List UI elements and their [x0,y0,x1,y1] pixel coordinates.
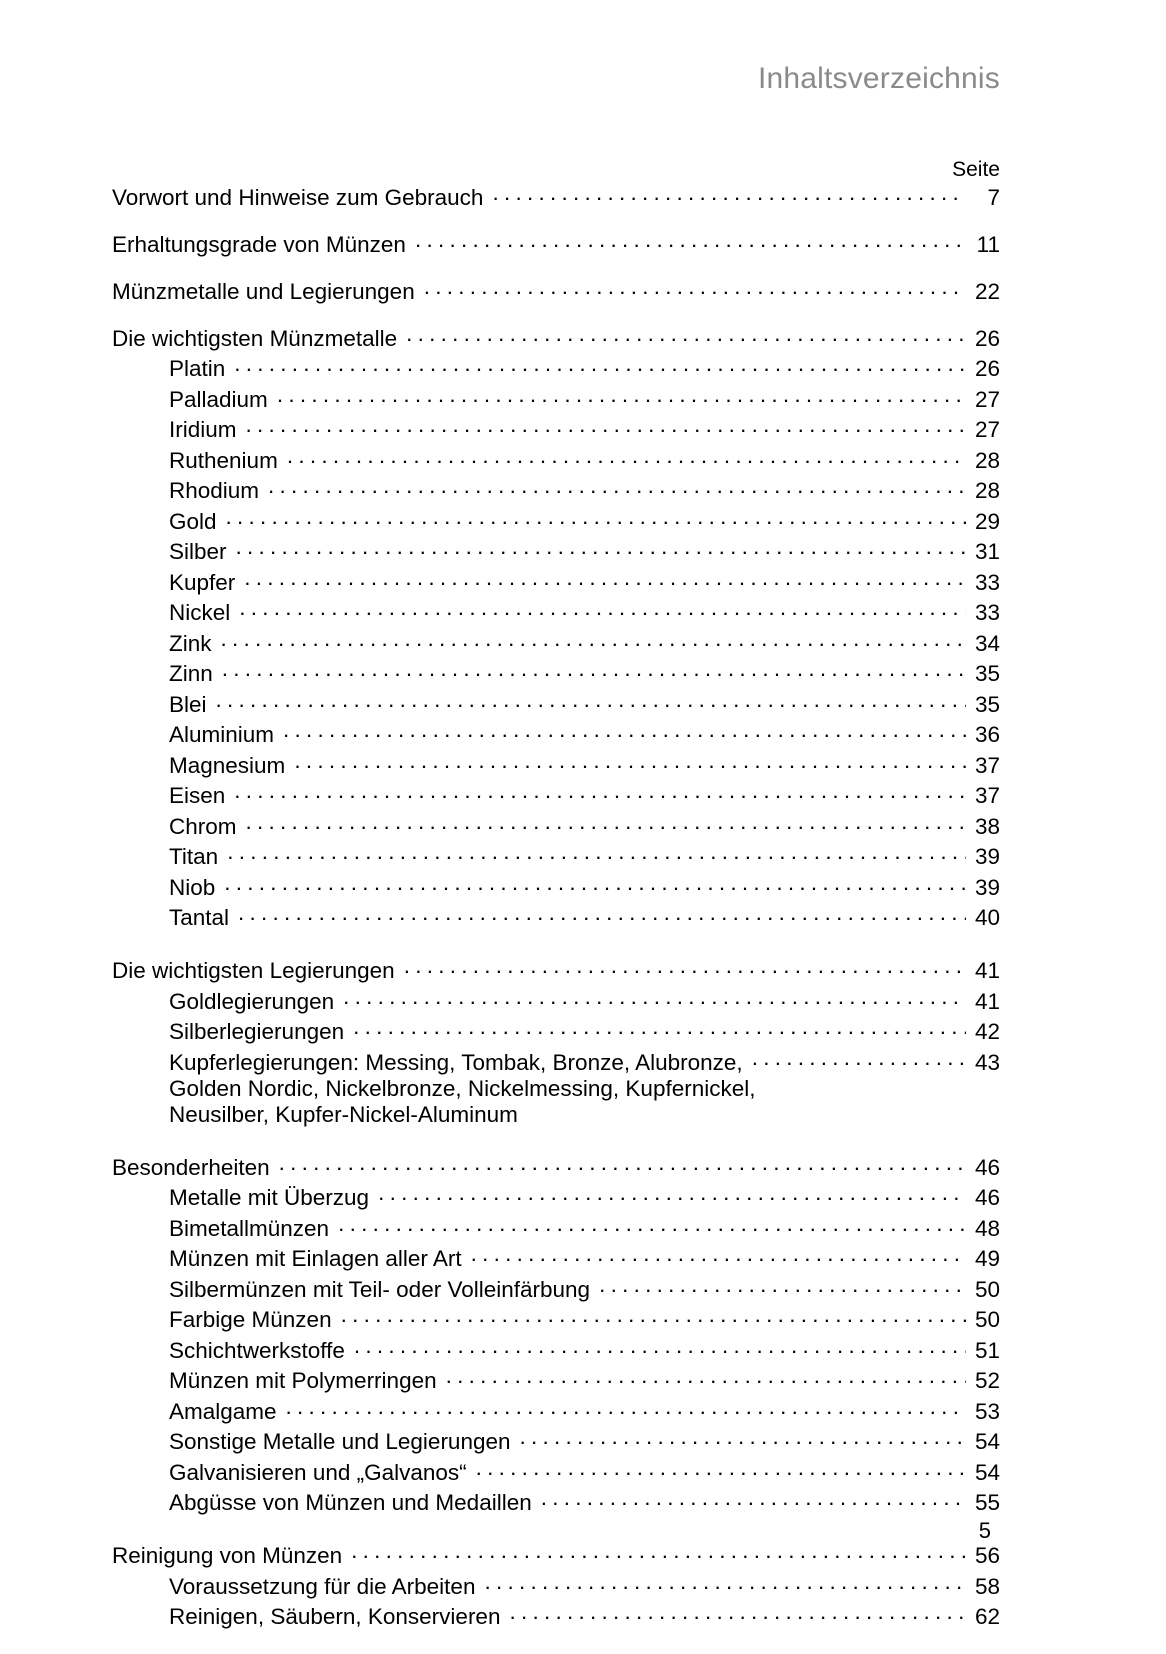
toc-entry-continuation: Golden Nordic, Nickelbronze, Nickelmessing, Kupfernickel, [169,1075,756,1101]
toc-entry-label: Galvanisieren und „Galvanos“ [169,1459,467,1485]
toc-entry-label: Magnesium [169,752,286,778]
dot-leader [446,1366,966,1389]
toc-page-number: 41 [974,958,1000,983]
toc-entry[interactable] [112,659,1000,686]
toc-entry[interactable] [112,1274,1000,1301]
toc-entry-label: Bimetallmünzen [169,1215,330,1241]
toc-entry[interactable] [112,1396,1000,1423]
toc-entry[interactable] [112,537,1000,564]
toc-page-number: 34 [974,630,1000,656]
toc-page-number: 40 [974,905,1000,930]
toc-entry-label: Die wichtigsten Legierungen [112,958,395,983]
toc-entry-label: Die wichtigsten Münzmetalle [112,325,398,351]
dot-leader [286,1396,966,1419]
toc-page-number: 11 [976,231,1000,257]
toc-entry[interactable] [112,628,1000,655]
toc-entry-label: Vorwort und Hinweise zum Gebrauch [112,184,484,210]
dot-leader [471,1244,966,1267]
dot-leader [246,415,966,438]
toc-page-number: 22 [974,278,1000,304]
toc-section-heading[interactable] [112,276,1000,303]
section-spacer [112,303,1000,323]
toc-entry[interactable] [112,986,1000,1013]
toc-entry[interactable] [112,445,1000,472]
section-spacer [112,1126,1000,1152]
toc-entry-label: Kupferlegierungen: Messing, Tombak, Bronze, Alubronze, [169,1049,743,1075]
toc-entry[interactable] [112,1457,1000,1484]
dot-leader [239,598,966,621]
toc-page-number: 49 [974,1246,1000,1271]
toc-page-number: 53 [974,1398,1000,1424]
dot-leader [236,537,966,560]
toc-entry-label: Nickel [169,600,231,625]
toc-page-number: 31 [974,539,1000,564]
dot-leader [378,1183,966,1206]
toc-entry-label: Münzen mit Polymerringen [169,1368,437,1393]
toc-entry-label: Besonderheiten [112,1154,270,1180]
toc-entry[interactable] [112,689,1000,716]
section-spacer [112,256,1000,276]
dot-leader [221,628,966,651]
toc-entry-label: Münzmetalle und Legierungen [112,278,415,304]
toc-entry[interactable] [112,1335,1000,1362]
toc-page-number: 27 [974,386,1000,412]
toc-entry[interactable] [112,1366,1000,1393]
toc-entry-label: Metalle mit Überzug [169,1185,370,1210]
toc-entry-continuation: Neusilber, Kupfer-Nickel-Aluminum [169,1101,518,1127]
dot-leader [599,1274,966,1297]
dot-leader [238,903,966,926]
dot-leader [424,276,966,299]
toc-entry-label: Aluminium [169,722,275,747]
toc-page-number: 37 [974,752,1000,778]
toc-entry-label: Sonstige Metalle und Legierungen [169,1429,511,1454]
dot-leader [415,229,966,252]
toc-page-number: 48 [974,1215,1000,1241]
dot-leader [354,1335,966,1358]
toc-entry-label: Zinn [169,661,213,686]
page-column-header: Seite [952,158,1000,181]
toc-entry-label: Münzen mit Einlagen aller Art [169,1246,462,1271]
dot-leader [227,842,966,865]
toc-entry[interactable] [112,1488,1000,1515]
toc-page-number: 28 [974,478,1000,503]
toc-page-number: 38 [974,813,1000,839]
toc-entry[interactable] [112,1017,1000,1044]
toc-entry-label: Zink [169,630,212,656]
toc-page-number: 56 [974,1543,1000,1568]
dot-leader [476,1457,966,1480]
toc-entry-label: Schichtwerkstoffe [169,1337,345,1363]
toc-page-number: 52 [974,1368,1000,1393]
table-of-contents [112,182,1000,1629]
toc-entry-label: Chrom [169,813,237,839]
toc-section-heading[interactable] [112,1152,1000,1179]
toc-page-number: 46 [974,1185,1000,1210]
toc-entry[interactable] [112,384,1000,411]
toc-entry[interactable] [112,1244,1000,1271]
dot-leader [283,720,966,743]
toc-page-number: 58 [974,1573,1000,1599]
toc-entry-label: Eisen [169,783,226,808]
toc-entry-label: Ruthenium [169,447,278,473]
toc-entry-label: Iridium [169,417,237,442]
toc-page-number: 54 [974,1459,1000,1485]
toc-page-number: 7 [987,184,1000,210]
dot-leader [406,323,966,346]
dot-leader [404,956,966,979]
toc-entry-label: Reinigung von Münzen [112,1543,343,1568]
dot-leader [277,384,966,407]
dot-leader [341,1305,966,1328]
toc-entry-label: Silbermünzen mit Teil- oder Volleinfärbung [169,1276,591,1302]
toc-entry[interactable] [112,1571,1000,1598]
toc-entry[interactable] [112,415,1000,442]
toc-page-number: 46 [974,1154,1000,1180]
toc-entry[interactable] [112,720,1000,747]
toc-page-number: 26 [974,325,1000,351]
dot-leader [353,1017,966,1040]
dot-leader [234,781,966,804]
toc-entry[interactable] [112,1602,1000,1629]
toc-section-heading[interactable] [112,182,1000,209]
section-spacer [112,209,1000,229]
dot-leader [343,986,966,1009]
toc-entry-label: Niob [169,874,216,900]
folio-number: 5 [978,1518,991,1543]
toc-page-number: 50 [974,1307,1000,1332]
toc-page-number: 36 [974,722,1000,747]
section-spacer [112,1515,1000,1541]
dot-leader [492,182,966,205]
toc-entry-label: Reinigen, Säubern, Konservieren [169,1604,501,1629]
toc-page-number: 37 [974,783,1000,808]
toc-section-heading[interactable] [112,1541,1000,1568]
toc-entry[interactable] [112,872,1000,899]
toc-entry[interactable] [112,598,1000,625]
toc-entry[interactable] [112,1305,1000,1332]
toc-entry-label: Farbige Münzen [169,1307,332,1332]
dot-leader [279,1152,966,1175]
toc-entry[interactable] [112,1427,1000,1454]
toc-entry[interactable] [112,1183,1000,1210]
running-head: Inhaltsverzeichnis [757,62,1000,95]
dot-leader [520,1427,967,1450]
toc-entry-label: Goldlegierungen [169,988,335,1014]
dot-leader [509,1602,966,1625]
toc-entry[interactable] [112,506,1000,533]
dot-leader [234,354,966,377]
section-spacer [112,930,1000,956]
toc-page-number: 43 [974,1049,1000,1075]
dot-leader [268,476,966,499]
dot-leader [287,445,966,468]
toc-page-number: 39 [974,844,1000,869]
dot-leader [244,567,966,590]
toc-page-number: 33 [974,600,1000,625]
toc-page-number: 62 [974,1604,1000,1629]
toc-page-number: 41 [974,988,1000,1014]
dot-leader [484,1571,966,1594]
toc-entry[interactable] [112,903,1000,930]
toc-entry[interactable] [112,811,1000,838]
toc-page-number: 26 [974,356,1000,381]
toc-page-number: 28 [974,447,1000,473]
toc-page-number: 29 [974,508,1000,534]
dot-leader [216,689,966,712]
toc-page-number: 50 [974,1276,1000,1302]
toc-page-number: 42 [974,1019,1000,1044]
dot-leader [222,659,966,682]
toc-section-heading[interactable] [112,229,1000,256]
toc-entry[interactable] [112,1213,1000,1240]
dot-leader [246,811,966,834]
toc-page-number: 33 [974,569,1000,595]
toc-page-number: 55 [974,1490,1000,1515]
toc-entry[interactable] [112,476,1000,503]
toc-entry-label: Erhaltungsgrade von Münzen [112,231,406,257]
toc-entry-label: Kupfer [169,569,236,595]
toc-section-heading[interactable] [112,323,1000,350]
dot-leader [224,872,966,895]
toc-section-heading[interactable] [112,956,1000,983]
dot-leader [351,1541,966,1564]
toc-entry-label: Voraussetzung für die Arbeiten [169,1573,476,1599]
toc-entry-label: Abgüsse von Münzen und Medaillen [169,1490,532,1515]
dot-leader [752,1047,966,1070]
toc-entry[interactable] [112,567,1000,594]
toc-entry-label: Rhodium [169,478,260,503]
toc-entry-label: Blei [169,691,207,717]
toc-entry-label: Titan [169,844,219,869]
toc-entry[interactable] [112,750,1000,777]
dot-leader [541,1488,966,1511]
toc-entry-label: Platin [169,356,226,381]
toc-page-number: 35 [974,691,1000,717]
toc-entry[interactable] [112,1047,1000,1074]
toc-page-number: 54 [974,1429,1000,1454]
toc-page-number: 27 [974,417,1000,442]
toc-entry-label: Gold [169,508,217,534]
toc-entry-label: Tantal [169,905,230,930]
dot-leader [294,750,966,773]
toc-entry[interactable] [112,781,1000,808]
toc-entry-label: Silberlegierungen [169,1019,345,1044]
toc-page-number: 51 [974,1337,1000,1363]
toc-entry-label: Amalgame [169,1398,277,1424]
toc-entry[interactable] [112,842,1000,869]
toc-entry[interactable] [112,354,1000,381]
toc-page-number: 35 [974,661,1000,686]
dot-leader [338,1213,966,1236]
dot-leader [226,506,966,529]
toc-page-number: 39 [974,874,1000,900]
toc-entry-label: Palladium [169,386,268,412]
toc-entry-label: Silber [169,539,227,564]
